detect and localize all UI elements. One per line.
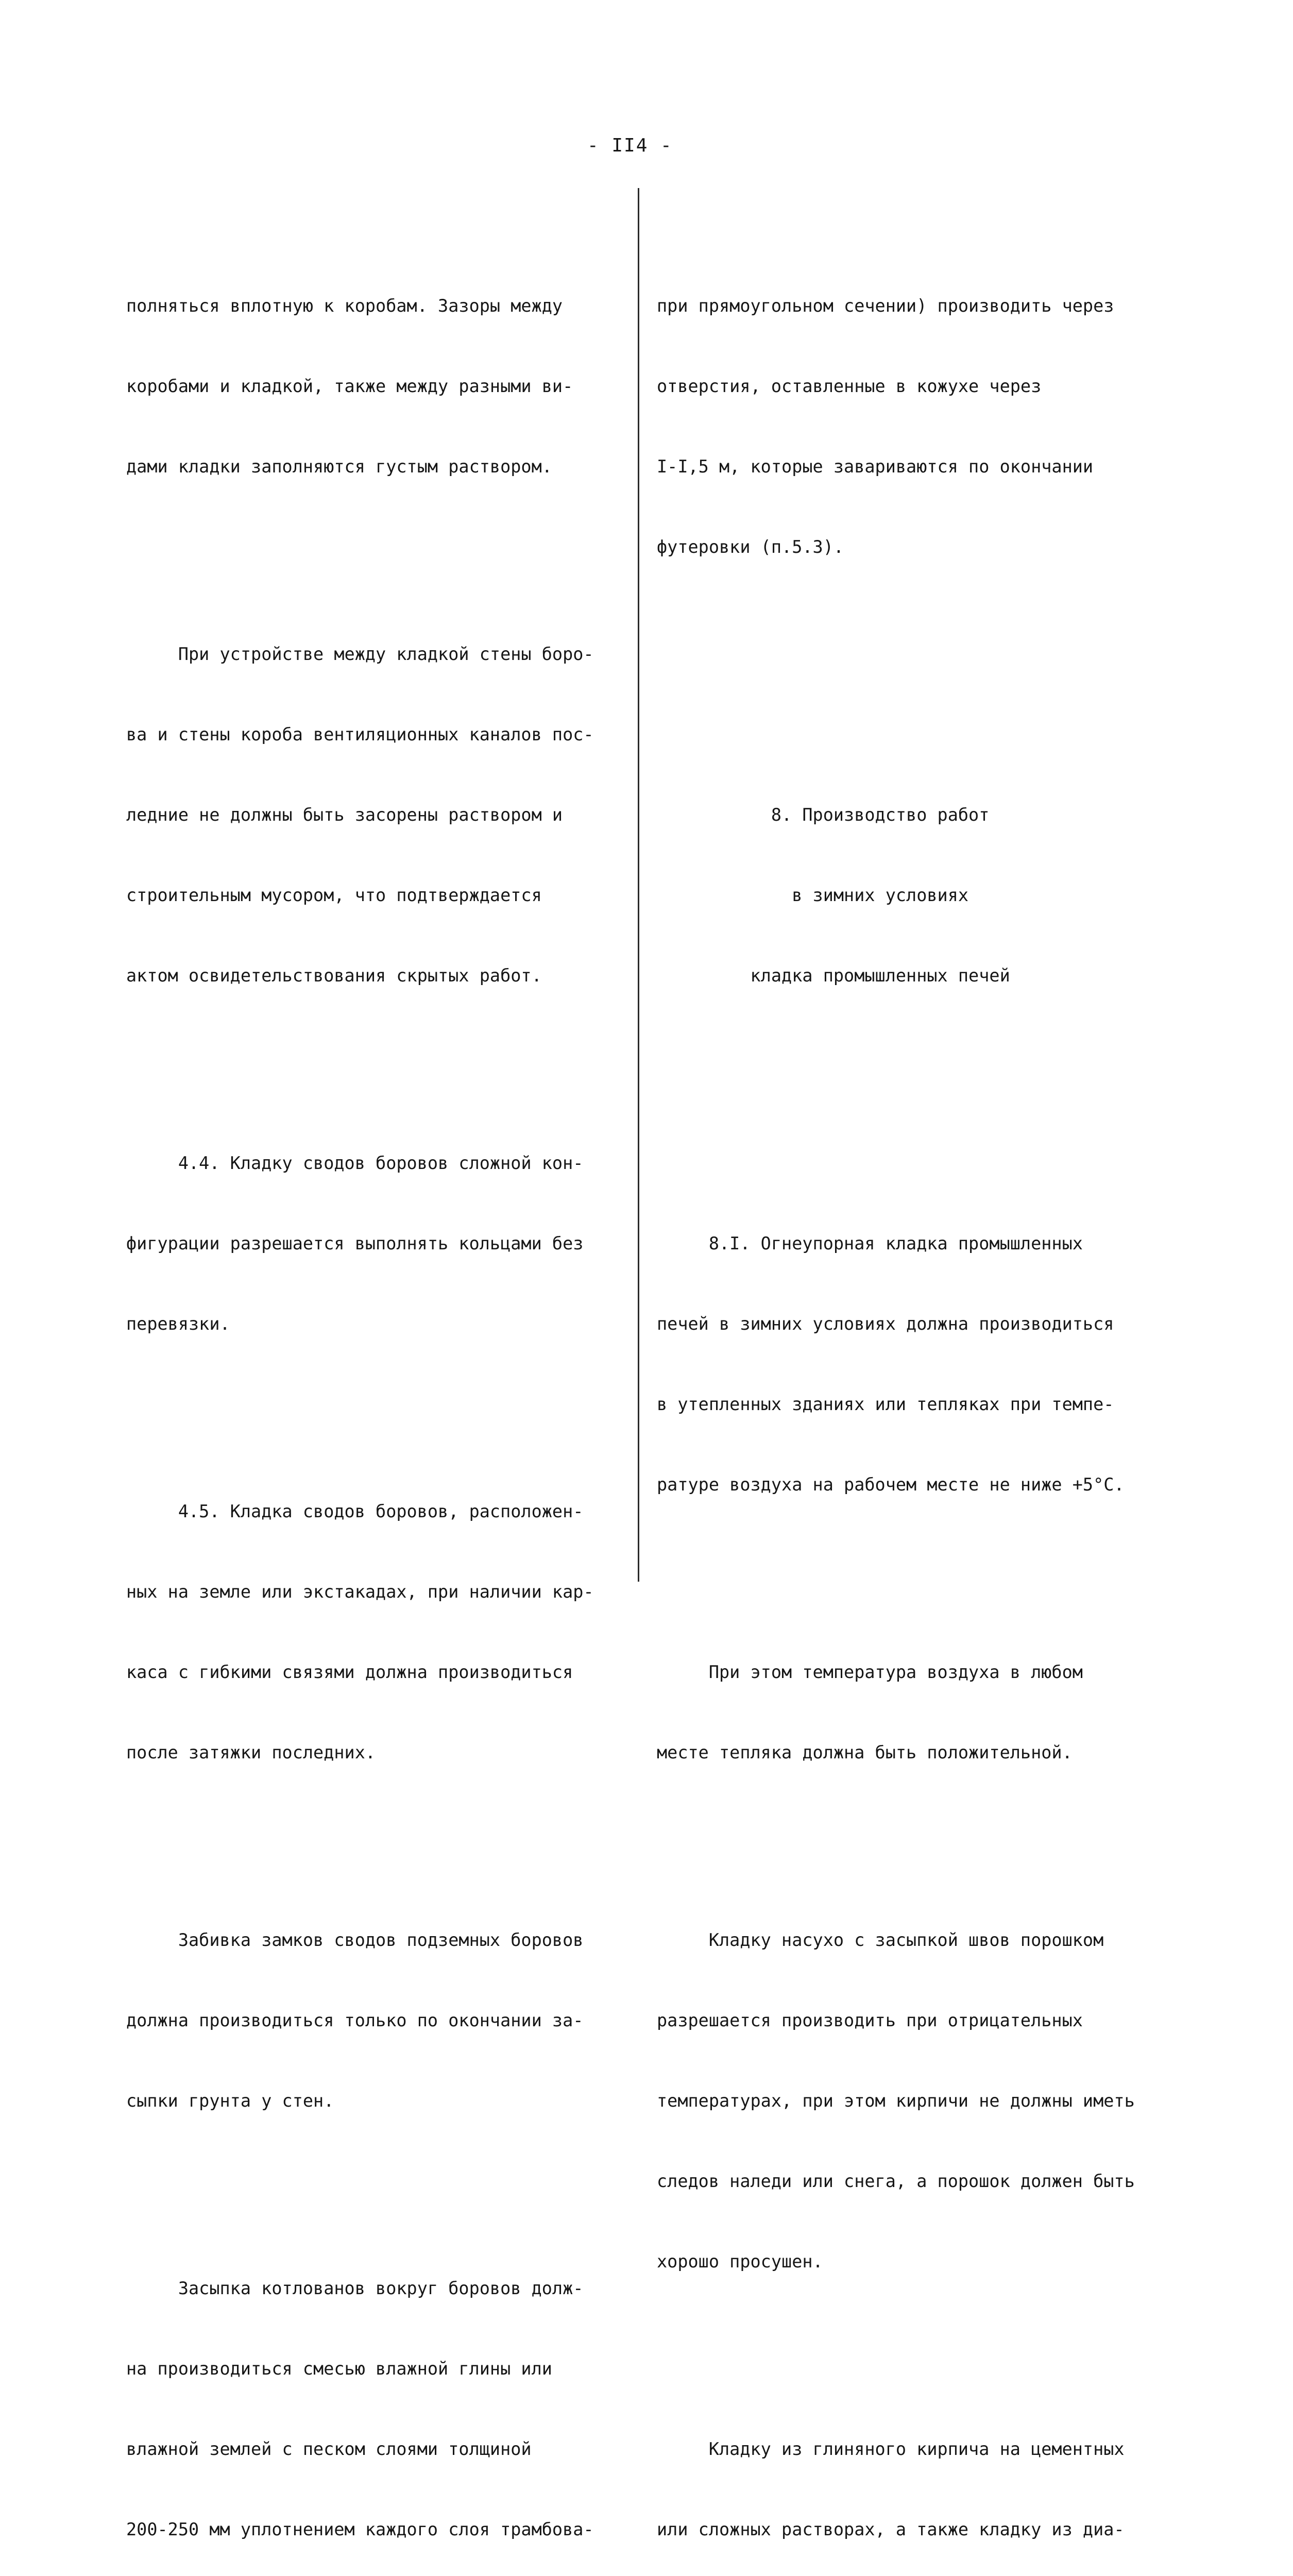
text-line: в утепленных зданиях или тепляках при темпе- [657,1394,1114,1414]
text-line: коробами и кладкой, также между разными ви- [126,376,573,396]
text-line: ва и стены короба вентиляционных каналов пос- [126,724,594,744]
left-column [126,185,636,2576]
paragraph [657,1605,1198,1820]
text-line: Забивка замков сводов подземных боровов [126,1930,584,1950]
text-line: актом освидетельствования скрытых работ. [126,965,542,986]
text-line: должна производиться только по окончании за- [126,2010,584,2030]
text-line: Кладку насухо с засыпкой швов порошком [657,1930,1104,1950]
text-line: после затяжки последних. [126,1742,376,1762]
paragraph [126,239,636,534]
text-line: Кладку из глиняного кирпича на цементных [657,2439,1125,2459]
text-line: футеровки (п.5.3). [657,537,844,557]
text-line: I-I,5 м, которые завариваются по окончании [657,456,1094,477]
text-line: следов наледи или снега, а порошок должен быть [657,2171,1135,2191]
text-line: хорошо просушен. [657,2251,823,2272]
text-line: сыпки грунта у стен. [126,2091,334,2111]
page-number: - II4 - [587,135,673,156]
text-line: ных на земле или экстакадах, при наличии кар- [126,1582,594,1602]
text-line: ледние не должны быть засорены раствором и [126,805,563,825]
text-line: фигурации разрешается выполнять кольцами без [126,1233,584,1253]
text-line: отверстия, оставленные в кожухе через [657,376,1042,396]
paragraph [657,2382,1198,2576]
text-line: месте тепляка должна быть положительной. [657,1742,1073,1762]
paragraph [126,1096,636,1391]
text-line: температурах, при этом кирпичи не должны иметь [657,2091,1135,2111]
text-line: на производиться смесью влажной глины или [126,2359,552,2379]
text-line: 4.5. Кладка сводов боровов, расположен- [126,1501,584,1521]
heading-line: в зимних условиях [657,885,969,905]
text-line: при прямоугольном сечении) производить через [657,296,1114,316]
paragraph [657,1873,1198,2329]
spacer [657,668,1198,694]
text-line: каса с гибкими связями должна производиться [126,1662,573,1682]
paragraph [126,1873,636,2168]
text-line: печей в зимних условиях должна производиться [657,1314,1114,1334]
paragraph [657,239,1198,614]
text-line: перевязки. [126,1314,230,1334]
paragraph [126,1445,636,1820]
text-line: 8.I. Огнеупорная кладка промышленных [657,1233,1083,1253]
text-line: ратуре воздуха на рабочем месте не ниже +5°С. [657,1475,1125,1495]
text-line: или сложных растворах, а также кладку из диа- [657,2519,1125,2539]
heading-line: 8. Производство работ [657,805,990,825]
text-line: строительным мусором, что подтверждается [126,885,542,905]
text-line: влажной землей с песком слоями толщиной [126,2439,532,2459]
text-line: дами кладки заполняются густым раствором. [126,456,552,477]
text-line: 200-250 мм уплотнением каждого слоя трамбова- [126,2519,594,2539]
heading-line: кладка промышленных печей [657,965,1010,986]
right-column [657,185,1198,2576]
spacer [657,1096,1198,1123]
paragraph [126,587,636,1043]
section-heading [657,748,1198,1043]
paragraph [657,1177,1198,1552]
paragraph [126,2222,636,2576]
column-divider [638,188,639,1582]
text-line: При этом температура воздуха в любом [657,1662,1083,1682]
text-line: разрешается производить при отрицательных [657,2010,1083,2030]
text-line: При устройстве между кладкой стены боро- [126,644,594,664]
text-line: 4.4. Кладку сводов боровов сложной кон- [126,1153,584,1173]
text-line: полняться вплотную к коробам. Зазоры между [126,296,563,316]
text-line: Засыпка котлованов вокруг боровов долж- [126,2278,584,2298]
